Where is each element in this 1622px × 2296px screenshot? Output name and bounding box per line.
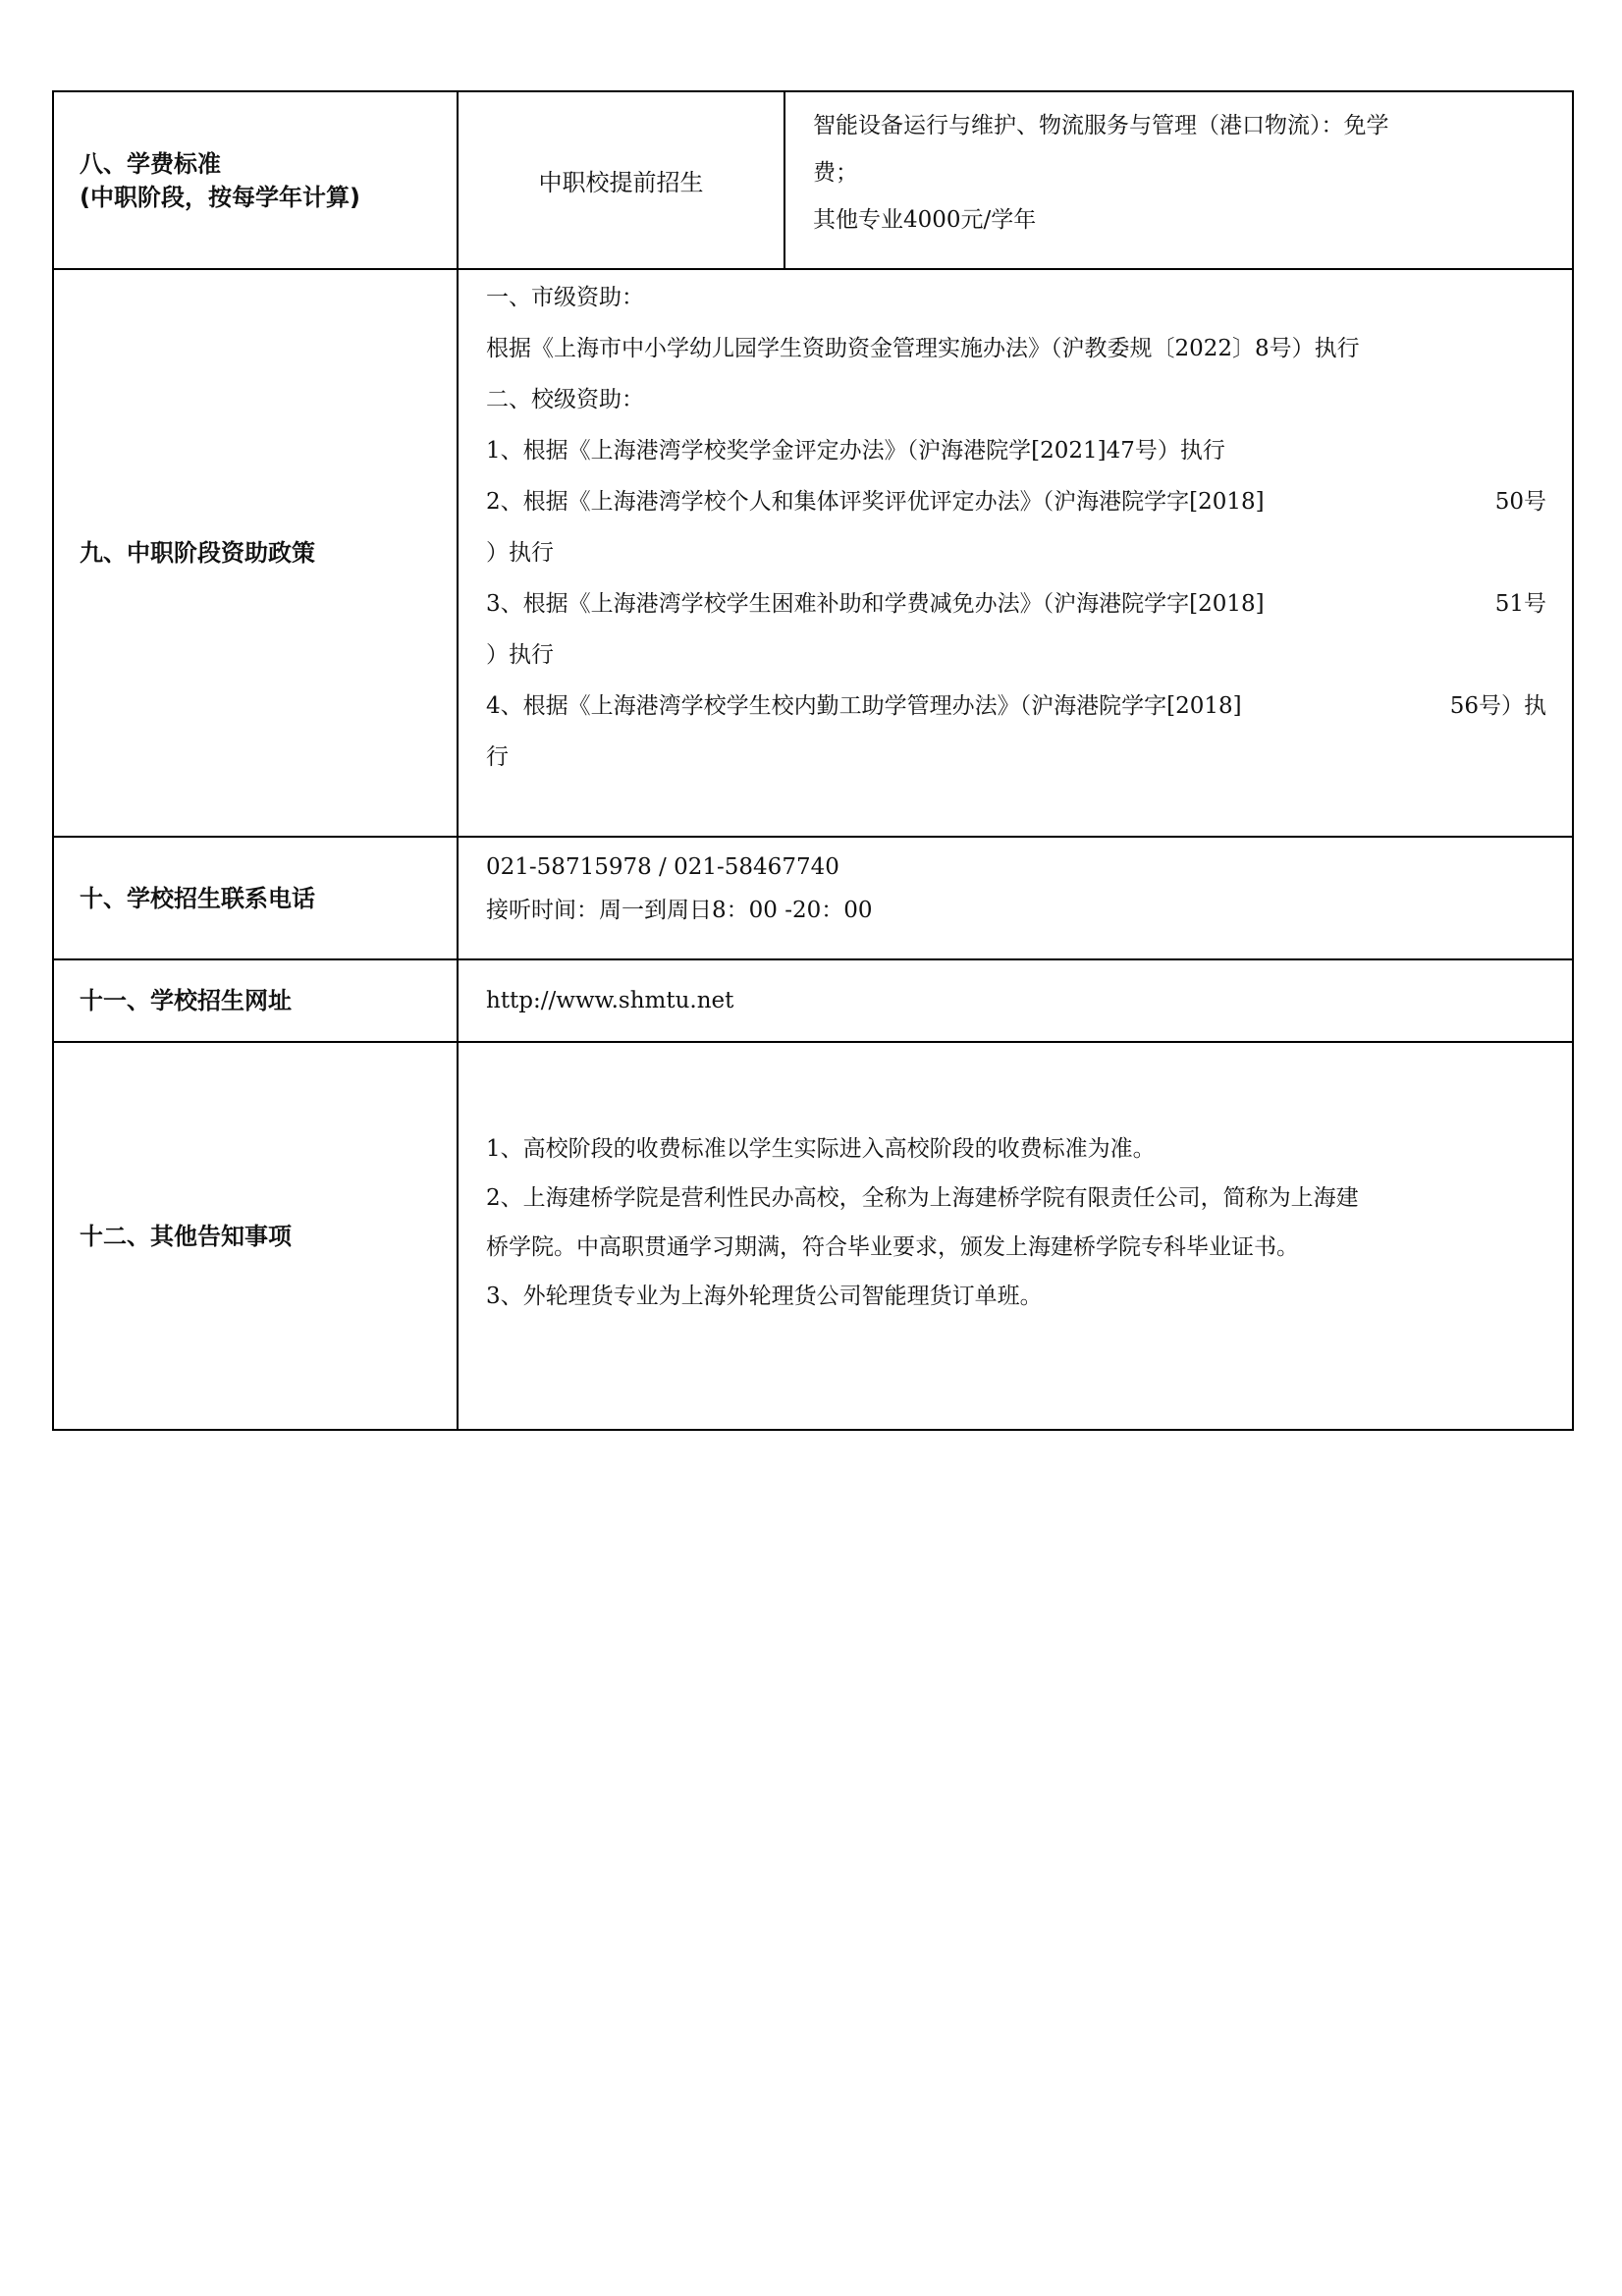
policy-line: 根据《上海市中小学幼儿园学生资助资金管理实施办法》（沪教委规〔2022〕8号）执行 <box>486 336 1360 361</box>
policy-line: 行 <box>486 744 509 770</box>
phone-hours: 接听时间：周一到周日8：00 -20：00 <box>486 898 873 923</box>
row-label <box>54 92 459 268</box>
policy-line-part: 2、根据《上海港湾学校个人和集体评奖评优评定办法》（沪海港院学字[2018] <box>486 489 1265 515</box>
policy-line: ）执行 <box>486 540 554 566</box>
row-tuition <box>52 90 1574 268</box>
row-label: 九、中职阶段资助政策 <box>54 270 459 836</box>
row-label: 十一、学校招生网址 <box>54 960 459 1041</box>
policy-line: ）执行 <box>486 642 554 668</box>
note-line: 3、外轮理货专业为上海外轮理货公司智能理货订单班。 <box>486 1283 1043 1309</box>
fee-line: 智能设备运行与维护、物流服务与管理（港口物流）：免学 <box>813 113 1389 138</box>
fee-line: 其他专业4000元/学年 <box>813 207 1037 233</box>
policy-line: 二、校级资助： <box>486 387 644 412</box>
policy-line-part: 56号）执 <box>1449 693 1546 719</box>
row-label-line2: (中职阶段，按每学年计算) <box>80 183 360 211</box>
policy-line-part: 51号 <box>1494 591 1546 617</box>
row-label-line1: 八、学费标准 <box>80 149 221 178</box>
policy-line: 1、根据《上海港湾学校奖学金评定办法》（沪海港院学[2021]47号）执行 <box>486 438 1225 464</box>
policy-line <box>486 681 1546 732</box>
policy-line <box>486 578 1546 629</box>
row-label: 十二、其他告知事项 <box>54 1043 459 1429</box>
policy-line: 一、市级资助： <box>486 285 644 310</box>
row-phone <box>52 836 1574 958</box>
note-line: 1、高校阶段的收费标准以学生实际进入高校阶段的收费标准为准。 <box>486 1135 1156 1162</box>
policy-line-part: 50号 <box>1494 489 1546 515</box>
phone-numbers: 021-58715978 / 021-58467740 <box>486 854 839 880</box>
info-table <box>52 90 1574 1431</box>
fee-details <box>785 92 1572 268</box>
website-cell <box>459 960 1572 1041</box>
note-line: 桥学院。中高职贯通学习期满，符合毕业要求，颁发上海建桥学院专科毕业证书。 <box>486 1233 1299 1260</box>
row-label: 十、学校招生联系电话 <box>54 838 459 958</box>
row-website <box>52 958 1574 1041</box>
fee-line: 费； <box>813 160 858 186</box>
row-notes <box>52 1041 1574 1431</box>
policy-line <box>486 476 1546 527</box>
row-aid-policy <box>52 268 1574 836</box>
website-link[interactable]: http://www.shmtu.net <box>486 988 734 1013</box>
policy-line-part: 4、根据《上海港湾学校学生校内勤工助学管理办法》（沪海港院学字[2018] <box>486 693 1242 719</box>
aid-policy-text <box>459 270 1572 836</box>
notes-text <box>459 1043 1572 1429</box>
note-line: 2、上海建桥学院是营利性民办高校，全称为上海建桥学院有限责任公司，简称为上海建 <box>486 1184 1359 1211</box>
phone-info <box>459 838 1572 958</box>
policy-line-part: 3、根据《上海港湾学校学生困难补助和学费减免办法》（沪海港院学字[2018] <box>486 591 1265 617</box>
enrollment-type: 中职校提前招生 <box>459 92 785 268</box>
